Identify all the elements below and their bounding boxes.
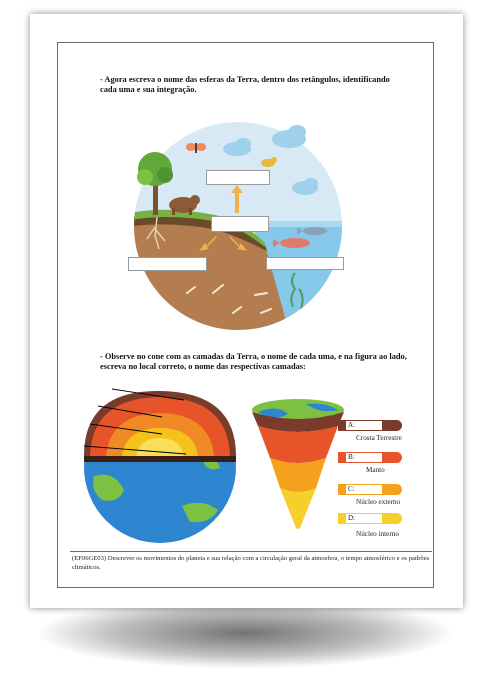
skill-code-text: (EF06GE03) Descrever os movimentos do planeta e sua relação com a circulação geral da atmosfera, o tempo atmosférico e os padrões climáticos.: [72, 555, 430, 571]
skill-footer: [70, 551, 432, 588]
question-layers: - Observe no cone com as camadas da Terra, o nome de cada uma, e na figura ao lado, escreva no local correto, o nome das respectivas camadas:: [100, 352, 407, 372]
cone-tab-a: [338, 420, 402, 431]
earth-layers-globe: [72, 386, 250, 546]
cone-label-b: Manto: [366, 466, 385, 474]
cone-label-d: Núcleo interno: [356, 530, 399, 538]
answer-box-hydrosphere[interactable]: [266, 257, 344, 270]
page-shadow: [40, 598, 450, 668]
answer-box-biosphere[interactable]: [211, 216, 269, 232]
cone-tab-b-tag: B:: [346, 453, 382, 462]
cone-tab-d-tag: D:: [346, 514, 382, 523]
question-spheres: - Agora escreva o nome das esferas da Terra, dentro dos retângulos, identificando cada uma e sua integração.: [100, 75, 390, 95]
cone-tab-c-tag: C:: [346, 485, 382, 494]
cone-label-a: Crosta Terrestre: [356, 434, 402, 442]
cone-tab-b: [338, 452, 402, 463]
cone-tab-a-tag: A:: [346, 421, 382, 430]
cone-tab-d: [338, 513, 402, 524]
cone-tab-c: [338, 484, 402, 495]
cone-label-c: Núcleo externo: [356, 498, 401, 506]
earth-layers-cone: [246, 396, 356, 532]
answer-box-atmosphere[interactable]: [206, 170, 270, 185]
answer-box-lithosphere[interactable]: [128, 257, 207, 271]
